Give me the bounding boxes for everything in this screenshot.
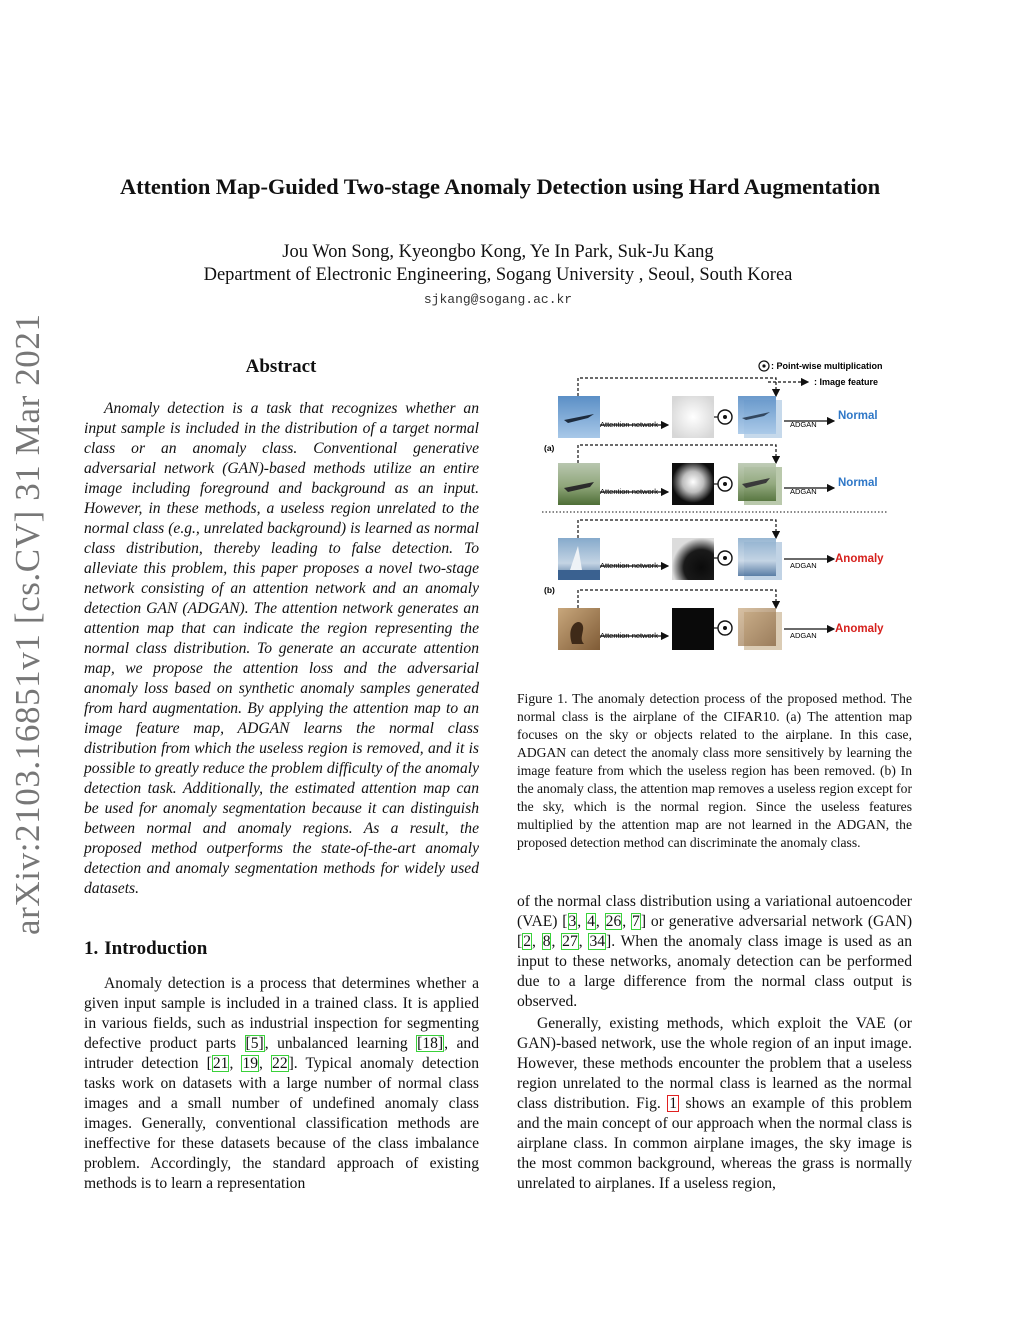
result-normal: Normal	[838, 410, 878, 422]
legend	[759, 361, 883, 387]
figure-caption: Figure 1. The anomaly detection process of the proposed method. The normal class is the airplane of the CIFAR10. (a) The attention map focuses on the sky or objects related to the airplane. In this case, ADGAN can detect the anomaly class more sensitively by learning the image feature from which the useless region has been removed. (b) In the anomaly class, the attention map removes a useless region except for the sky, which is the normal region. Since the useless features multiplied by the attention map are not learned in the ADGAN, the proposed detection method can discriminate the anomaly class.	[517, 691, 912, 850]
adgan-label: ADGAN	[790, 631, 817, 640]
legend-image-feature: : Image feature	[814, 377, 879, 387]
citation-link[interactable]: [5]	[245, 1035, 264, 1052]
figure-row-a1	[558, 378, 878, 438]
result-normal: Normal	[838, 477, 878, 489]
attention-network-label: Attention network	[600, 631, 658, 640]
email: sjkang@sogang.ac.kr	[423, 292, 573, 307]
affiliation: Department of Electronic Engineering, Sogang University , Seoul, South Korea	[203, 265, 793, 285]
feature-map	[738, 538, 776, 576]
citation-link[interactable]: 26	[605, 913, 622, 930]
adgan-label: ADGAN	[790, 420, 817, 429]
result-anomaly: Anomaly	[835, 553, 884, 565]
label-a: (a)	[544, 443, 555, 453]
arxiv-identifier: arXiv:2103.16851v1 [cs.CV] 31 Mar 2021	[8, 313, 47, 935]
introduction-paragraph-2: Generally, existing methods, which exploit the VAE (or GAN)-based network, use the whole region of an input image. However, these methods encounter the problem that a useless region unrelated to the normal class is learned as the normal class distribution. Fig. 1 shows an example of this problem and the main concept of our approach when the normal class is airplane class. In common airplane images, the sky image is the most common background, whereas the grass is normally unrelated to airplanes. If a useless region,	[517, 1015, 912, 1192]
attention-network-label: Attention network	[600, 561, 658, 570]
citation-link[interactable]: 21	[212, 1055, 229, 1072]
citation-link[interactable]: 4	[587, 913, 595, 930]
attention-map	[672, 608, 714, 650]
figure-link[interactable]: 1	[669, 1095, 678, 1112]
attention-map	[672, 463, 714, 505]
adgan-label: ADGAN	[790, 487, 817, 496]
figure-row-b2	[558, 590, 884, 650]
citation-link[interactable]: 22	[272, 1055, 288, 1072]
introduction-paragraph-1-continued: of the normal class distribution using a variational autoencoder (VAE) [3, 4, 26, 7] or generative adversarial network (GAN) [2, 8, 27, 34]. When the anomaly class image is used as an input to these networks, anomaly detection can be performed due to a large difference from the normal class output is observed.	[517, 893, 913, 1010]
attention-map	[672, 538, 714, 580]
figure-row-b1	[558, 520, 884, 580]
section-title: Introduction	[104, 938, 208, 959]
citation-link[interactable]: 34	[589, 933, 606, 950]
legend-multiplication: : Point-wise multiplication	[771, 361, 883, 371]
citation-link[interactable]: 8	[542, 933, 551, 950]
introduction-paragraph-1: Anomaly detection is a process that determines whether a given input sample is included in a trained class. It is applied in various fields, such as industrial inspection for segmenting defective product parts [5], unbalanced learning [18], and intruder detection [21, 19, 22]. Typical anomaly detection tasks work on datasets with a large number of normal class images and a small number of undefined anomaly class images. Generally, conventional classification methods are ineffective for these datasets because of the class imbalance problem. Accordingly, the standard approach of existing methods is to learn a representation	[84, 975, 480, 1192]
paper-title: Attention Map-Guided Two-stage Anomaly Detection using Hard Augmentation	[119, 174, 881, 199]
figure-row-a2	[558, 445, 878, 505]
result-anomaly: Anomaly	[835, 623, 884, 635]
right-column-text	[517, 892, 912, 1196]
citation-link[interactable]: 7	[632, 913, 640, 930]
feature-map	[738, 608, 776, 646]
introduction-heading	[84, 938, 213, 960]
attention-network-label: Attention network	[600, 420, 658, 429]
citation-link[interactable]: 2	[523, 933, 531, 950]
adgan-label: ADGAN	[790, 561, 817, 570]
figure-1	[538, 356, 894, 664]
citation-link[interactable]: 3	[568, 913, 577, 930]
label-b: (b)	[544, 585, 555, 595]
attention-map	[672, 396, 714, 438]
attention-network-label: Attention network	[600, 487, 658, 496]
citation-link[interactable]: 27	[562, 933, 578, 950]
input-image-airplane-grass	[558, 463, 600, 505]
authors: Jou Won Song, Kyeongbo Kong, Ye In Park, Suk-Ju Kang	[282, 242, 714, 262]
citation-link[interactable]: [18]	[417, 1035, 444, 1052]
abstract-heading: Abstract	[245, 356, 317, 377]
abstract-text: Anomaly detection is a task that recognizes whether an input sample is included in the distribution of a target normal class or an anomaly class. Conventional generative adversarial network (GAN)-based methods utilize an entire image including foreground and background as an input. However, in these methods, a useless region unrelated to the normal class (e.g., unrelated background) is learned as normal class distribution, thereby leading to false detection. To alleviate this problem, this paper proposes a novel two-stage network consisting of an attention network and an anomaly detection GAN (ADGAN). The attention network generates an attention map that can indicate the region representing the normal class distribution. To generate an accurate attention map, we propose the attention loss and the adversarial anomaly loss based on synthetic anomaly samples generated from hard augmentation. By applying the attention map to an image feature map, ADGAN learns the normal class distribution from which the useless region is removed, and it is possible to greatly reduce the problem difficulty of the anomaly detection task. Additionally, the estimated attention map can be used for anomaly segmentation because it can distinguish between normal and anomaly regions. As a result, the proposed method outperforms the state-of-the-art anomaly detection and anomaly segmentation methods for widely used datasets.	[84, 400, 479, 897]
citation-link[interactable]: 19	[242, 1055, 259, 1072]
section-number: 1.	[84, 938, 99, 959]
